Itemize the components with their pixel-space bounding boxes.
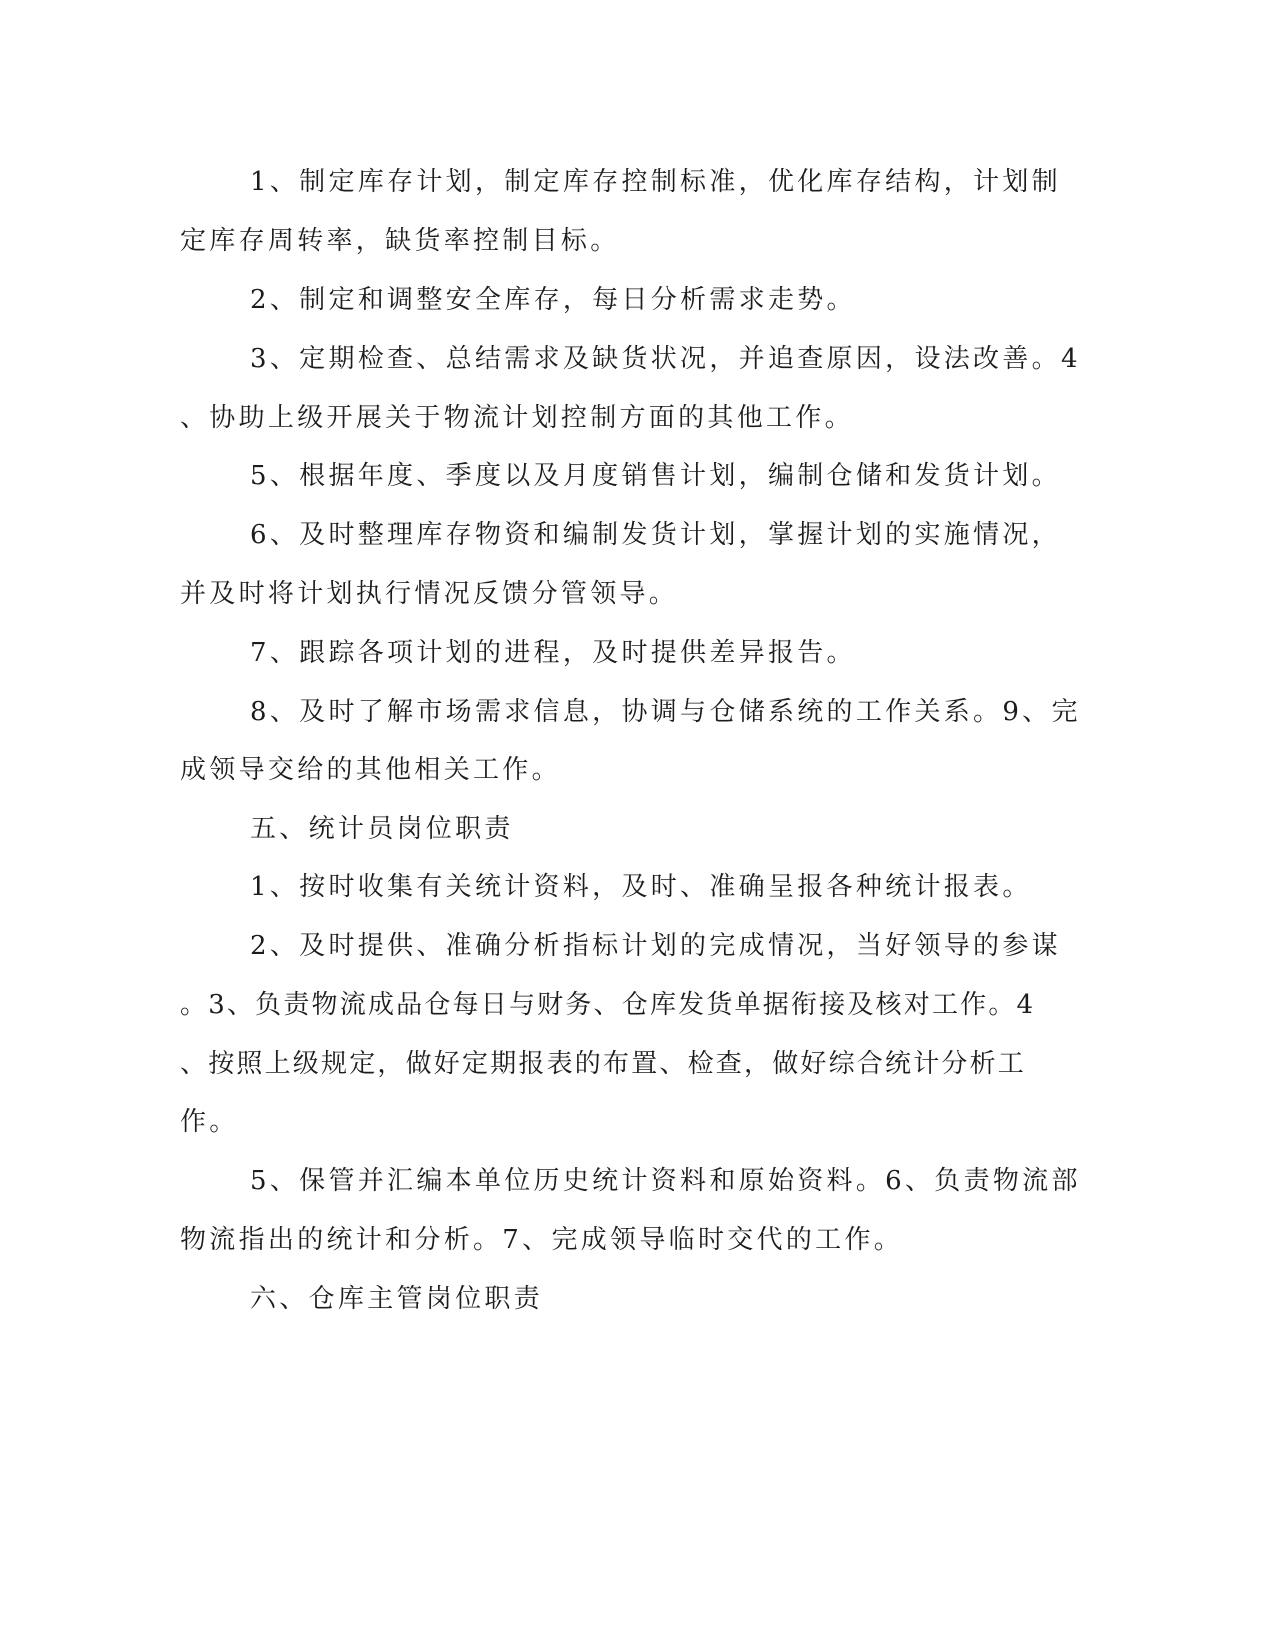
section-heading: 六、仓库主管岗位职责 bbox=[250, 1284, 544, 1314]
paragraph-line: 并及时将计划执行情况反馈分管领导。 bbox=[180, 579, 679, 609]
paragraph-line: 6、及时整理库存物资和编制发货计划，掌握计划的实施情况， bbox=[250, 520, 1061, 550]
paragraph-line: 定库存周转率，缺货率控制目标。 bbox=[180, 226, 620, 256]
paragraph-line: 5、保管并汇编本单位历史统计资料和原始资料。6、负责物流部 bbox=[250, 1166, 1081, 1196]
paragraph-line: 物流指出的统计和分析。7、完成领导临时交代的工作。 bbox=[180, 1225, 904, 1255]
paragraph-line: 。3、负责物流成品仓每日与财务、仓库发货单据衔接及核对工作。4 bbox=[180, 990, 1036, 1020]
paragraph-line: 、协助上级开展关于物流计划控制方面的其他工作。 bbox=[180, 403, 854, 433]
paragraph-line: 、按照上级规定，做好定期报表的布置、检查，做好综合统计分析工 bbox=[180, 1049, 1027, 1079]
paragraph-line: 3、定期检查、总结需求及缺货状况，并追查原因，设法改善。4 bbox=[250, 344, 1081, 374]
paragraph-line: 5、根据年度、季度以及月度销售计划，编制仓储和发货计划。 bbox=[250, 461, 1061, 491]
paragraph-line: 8、及时了解市场需求信息，协调与仓储系统的工作关系。9、完 bbox=[250, 697, 1081, 727]
paragraph-line: 2、及时提供、准确分析指标计划的完成情况，当好领导的参谋 bbox=[250, 931, 1061, 961]
paragraph-line: 2、制定和调整安全库存，每日分析需求走势。 bbox=[250, 285, 856, 315]
paragraph-line: 1、制定库存计划，制定库存控制标准，优化库存结构，计划制 bbox=[250, 167, 1061, 197]
paragraph-line: 作。 bbox=[180, 1107, 239, 1137]
paragraph-line: 成领导交给的其他相关工作。 bbox=[180, 755, 561, 785]
paragraph-line: 1、按时收集有关统计资料，及时、准确呈报各种统计报表。 bbox=[250, 872, 1032, 902]
paragraph-line: 7、跟踪各项计划的进程，及时提供差异报告。 bbox=[250, 638, 856, 668]
section-heading: 五、统计员岗位职责 bbox=[250, 814, 514, 844]
